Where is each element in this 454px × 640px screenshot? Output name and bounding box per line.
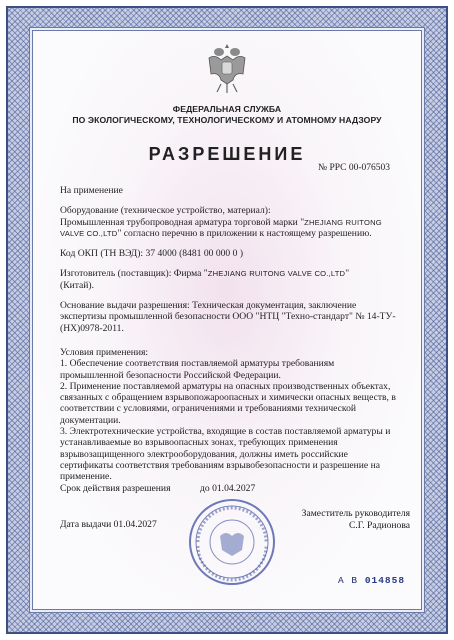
basis-text: Основание выдачи разрешения: Техническая документация, заключение экспертизы промышленной безопасности ООО "НТЦ "Техно-стандарт" № 14-ТУ-(НХ)0978-2011. [60, 300, 396, 334]
equipment-text-post: " согласно перечню в приложении к настоящему разрешению. [117, 227, 372, 239]
okp-code: Код ОКП (ТН ВЭД): 37 4000 (8481 00 000 0 ) [60, 248, 244, 260]
validity-label: Срок действия разрешения [60, 483, 171, 494]
equipment-label: Оборудование (техническое устройство, материал): [60, 205, 271, 217]
signer-block [270, 508, 410, 532]
condition-item: 3. Электротехнические устройства, входящие в состав поставляемой арматуры и устанавливаемые во взрывоопасных зонах, требующих применения взрывозащищенного электрооборудования, должны иметь российские сертификаты соответствия требованиям взрывобезопасности и разрешение на применение. [60, 426, 391, 483]
issue-date: Дата выдачи 01.04.2027 [60, 519, 157, 530]
permit-body [60, 185, 400, 483]
purpose-line: На применение [60, 185, 123, 196]
russian-coat-of-arms-icon [205, 40, 249, 96]
manufacturer-pre: Изготовитель (поставщик): Фирма " [60, 268, 208, 280]
condition-item: 1. Обеспечение соответствия поставляемой арматуры требованиям промышленной безопасности Российской Федерации. [60, 358, 335, 381]
equipment-text-pre: Промышленная трубопроводная арматура торговой марки " [60, 216, 305, 228]
serial-series: А В [338, 575, 359, 586]
manufacturer-country: (Китай). [60, 279, 95, 291]
equipment-brand: ZHEJIANG RUITONG VALVE CO.,LTD [60, 217, 382, 238]
equipment-text [60, 217, 400, 240]
agency-line-2: ПО ЭКОЛОГИЧЕСКОМУ, ТЕХНОЛОГИЧЕСКОМУ И АТОМНОМУ НАДЗОРУ [72, 115, 382, 125]
agency-name [30, 104, 424, 126]
manufacturer-post: " [345, 268, 350, 280]
document-title: РАЗРЕШЕНИЕ [148, 144, 306, 164]
signer-position: Заместитель руководителя [301, 508, 410, 519]
condition-item: 2. Применение поставляемой арматуры на опасных производственных объектах, связанных с обращением взрывопожароопасных и химически опасных веществ, в соответствии с условиями, ограничениями и требованиями технической документации. [60, 380, 396, 426]
agency-line-1: ФЕДЕРАЛЬНАЯ СЛУЖБА [172, 104, 282, 114]
permit-number: № РРС 00-076503 [318, 163, 390, 173]
manufacturer-line [60, 268, 400, 279]
signer-name: С.Г. Радионова [348, 520, 410, 531]
serial-number-value: 014858 [364, 575, 406, 586]
conditions-title: Условия применения: [60, 346, 149, 358]
manufacturer-brand: ZHEJIANG RUITONG VALVE CO.,LTD [207, 269, 346, 279]
validity-row [60, 483, 256, 494]
serial-number [338, 575, 405, 586]
official-seal-icon [186, 496, 278, 588]
validity-value: до 01.04.2027 [200, 483, 256, 494]
